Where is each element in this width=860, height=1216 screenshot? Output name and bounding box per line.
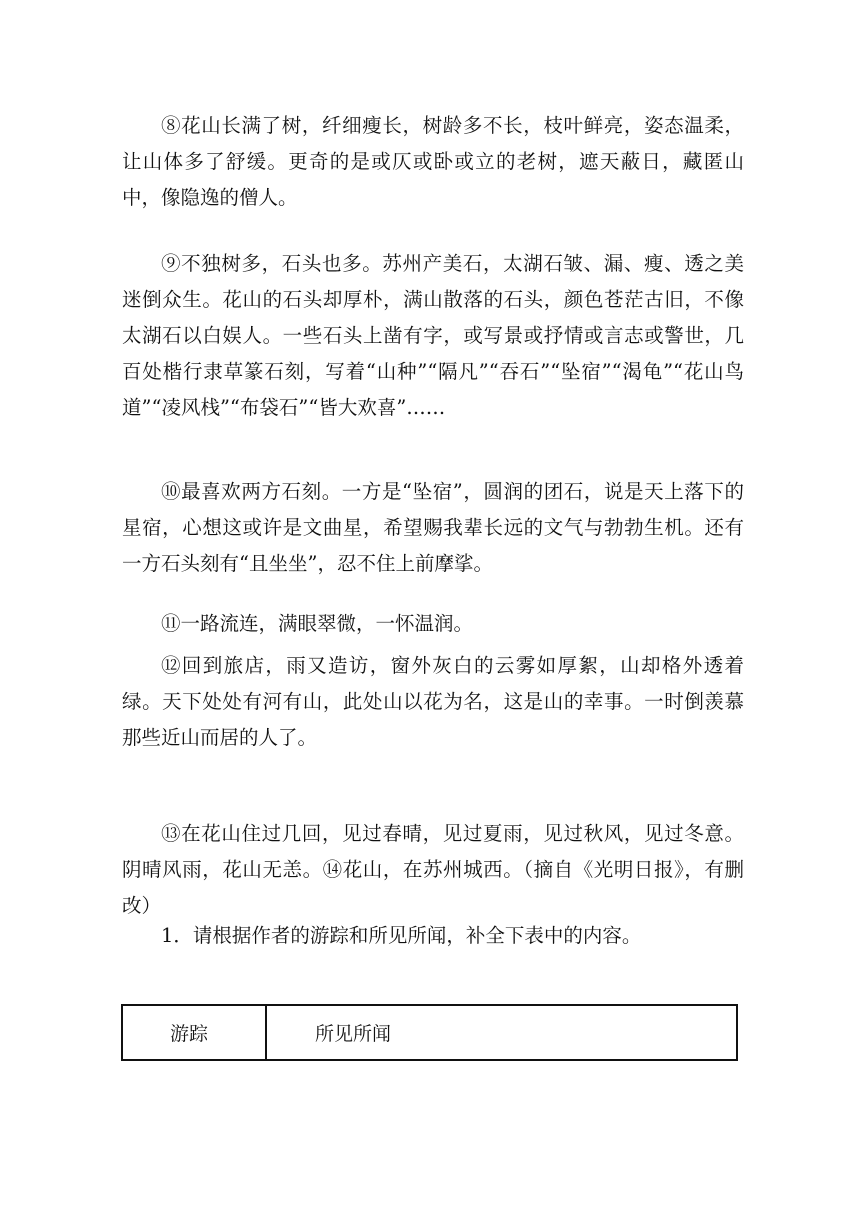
- paragraph-9: [122, 246, 744, 426]
- paragraph-10: [122, 474, 744, 582]
- paragraph-12: [122, 648, 744, 756]
- paragraph-8-text: ⑧花山长满了树，纤细瘦长，树龄多不长，枝叶鲜亮，姿态温柔，让山体多了舒缓。更奇的是或仄或卧或立的老树，遮天蔽日，藏匿山中，像隐逸的僧人。: [122, 114, 744, 209]
- answer-table: [121, 1004, 738, 1061]
- table-header-observations-label: 所见所闻: [315, 1023, 392, 1045]
- paragraph-11: [122, 606, 744, 642]
- paragraph-8: [122, 108, 744, 216]
- paragraph-13: [122, 816, 744, 924]
- paragraph-12-text: ⑫回到旅店，雨又造访，窗外灰白的云雾如厚絮，山却格外透着绿。天下处处有河有山，此处山以花为名，这是山的幸事。一时倒羡慕那些近山而居的人了。: [122, 654, 744, 749]
- question-1-text: 1．请根据作者的游踪和所见所闻，补全下表中的内容。: [161, 924, 642, 947]
- table-header-route-label: 游踪: [169, 1023, 208, 1045]
- question-1: [122, 918, 744, 954]
- table-header-route: [123, 1006, 267, 1059]
- paragraph-13-text: ⑬在花山住过几回，见过春晴，见过夏雨，见过秋风，见过冬意。阴晴风雨，花山无恙。⑭花山，在苏州城西。（摘自《光明日报》，有删改）: [122, 822, 744, 917]
- paragraph-10-text: ⑩最喜欢两方石刻。一方是“坠宿”，圆润的团石，说是天上落下的星宿，心想这或许是文曲星，希望赐我辈长远的文气与勃勃生机。还有一方石头刻有“且坐坐”，忍不住上前摩挲。: [122, 480, 744, 575]
- table-header-observations: [267, 1006, 736, 1059]
- paragraph-9-text: ⑨不独树多，石头也多。苏州产美石，太湖石皱、漏、瘦、透之美迷倒众生。花山的石头却厚朴，满山散落的石头，颜色苍茫古旧，不像太湖石以白娱人。一些石头上凿有字，或写景或抒情或言志或警世，几百处楷行隶草篆石刻，写着“山种”“隔凡”“吞石”“坠宿”“渴龟”“花山鸟道”“凌风栈”“布袋石”“皆大欢喜”……: [122, 252, 744, 419]
- paragraph-11-text: ⑪一路流连，满眼翠微，一怀温润。: [161, 612, 474, 635]
